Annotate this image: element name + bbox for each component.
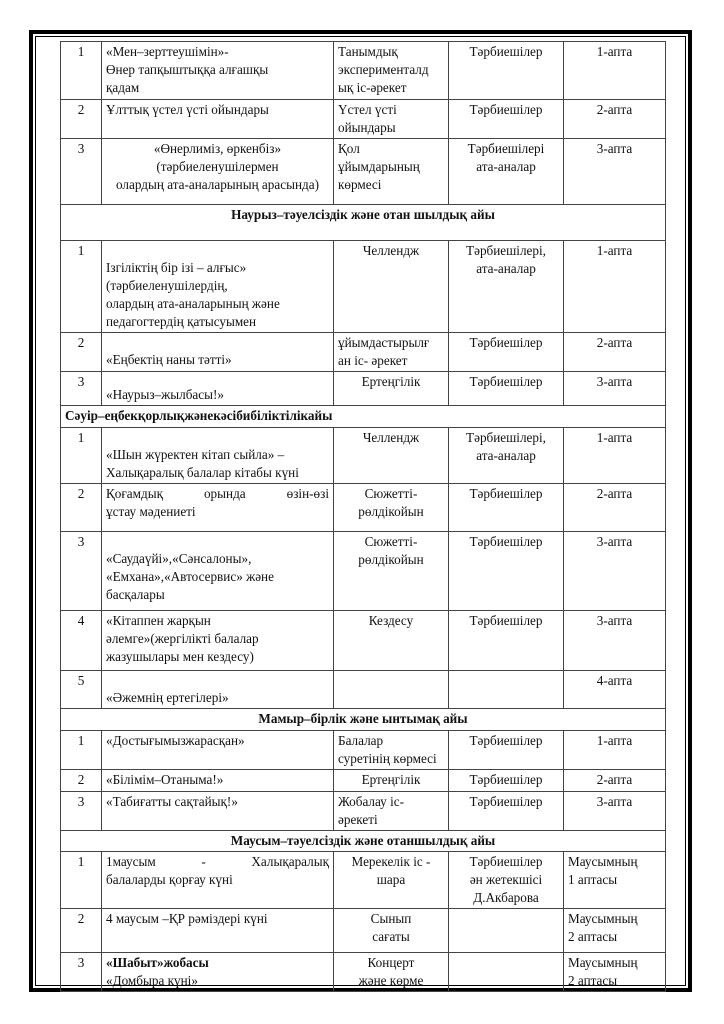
table-row — [61, 484, 666, 532]
form-cell-line: Сюжетті- — [364, 534, 418, 549]
table-row — [61, 42, 666, 100]
timing-cell-line: 3-апта — [596, 141, 633, 156]
event-cell-line: басқалары — [106, 587, 165, 602]
form-cell — [334, 100, 449, 139]
form-cell-line: Жобалау іс- — [338, 794, 404, 809]
form-cell-line: және көрме — [358, 973, 424, 988]
responsible-cell-line: Тәрбиешілер — [469, 794, 543, 809]
row-number: 2 — [61, 100, 102, 139]
form-cell-line: Ертеңгілік — [361, 374, 421, 389]
event-cell-line: «Саудаүйі»,«Сәнсалоны», — [106, 551, 252, 566]
form-cell-line: шара — [376, 872, 406, 887]
table-row — [61, 611, 666, 671]
table-row — [61, 372, 666, 406]
timing-cell-line: 1-апта — [596, 44, 633, 59]
responsible-cell — [449, 241, 564, 333]
form-cell — [334, 241, 449, 333]
row-number: 2 — [61, 770, 102, 792]
timing-cell — [564, 611, 666, 671]
form-cell — [334, 42, 449, 100]
responsible-cell-line: Тәрбиешілер — [469, 613, 543, 628]
timing-cell — [564, 792, 666, 831]
responsible-cell — [449, 139, 564, 205]
table-row — [61, 100, 666, 139]
form-cell-line: эксперименталд — [338, 62, 429, 77]
event-cell-line: «Домбыра күні» — [106, 973, 198, 988]
row-number: 2 — [61, 909, 102, 953]
event-cell — [102, 909, 334, 953]
table-row — [61, 792, 666, 831]
form-cell-line: Сюжетті- — [364, 486, 418, 501]
responsible-cell-line: Д.Акбарова — [473, 890, 539, 905]
event-cell — [102, 770, 334, 792]
row-number: 2 — [61, 484, 102, 532]
event-cell-line: Халықаралық балалар кітабы күні — [106, 465, 299, 480]
responsible-cell — [449, 333, 564, 372]
event-cell — [102, 484, 334, 532]
row-number: 3 — [61, 792, 102, 831]
event-cell-line: «Табиғатты сақтайық!» — [106, 794, 238, 809]
timing-cell-line: 3-апта — [596, 794, 633, 809]
timing-cell-line: 2-апта — [596, 335, 633, 350]
form-cell-line: сағаты — [372, 929, 410, 944]
timing-cell-line: 1-апта — [596, 243, 633, 258]
form-cell-line: Челлендж — [362, 243, 420, 258]
form-cell-line: ұйымдарының — [338, 159, 420, 174]
event-cell-line: «Білімім–Отаныма!» — [106, 772, 224, 787]
form-cell-line: ан іс- әрекет — [338, 353, 408, 368]
section-header-row — [61, 406, 666, 428]
form-cell — [334, 484, 449, 532]
timing-cell-line: Маусымның — [568, 911, 638, 926]
event-cell — [102, 953, 334, 992]
form-cell-line: ұйымдастырылғ — [338, 335, 430, 350]
responsible-cell — [449, 671, 564, 709]
responsible-cell-line: Тәрбиешілер — [469, 335, 543, 350]
form-cell-line: Мерекелік іс - — [351, 854, 431, 869]
event-cell-line: олардың ата-аналарының арасында) — [116, 177, 319, 192]
form-cell — [334, 792, 449, 831]
responsible-cell-line: ата-аналар — [476, 448, 536, 463]
event-cell — [102, 241, 334, 333]
responsible-cell — [449, 428, 564, 484]
form-cell-line: рөлдікойын — [358, 552, 424, 567]
event-cell-line: әлемге»(жергілікті балалар — [106, 631, 259, 646]
event-cell-line: жазушылары мен кездесу) — [106, 649, 254, 664]
form-cell — [334, 532, 449, 611]
responsible-cell-line: Тәрбиешілер — [469, 44, 543, 59]
event-cell-line: «Шын жүректен кітап сыйла» – — [106, 447, 285, 462]
form-cell-line: суретінің көрмесі — [338, 751, 437, 766]
form-cell — [334, 372, 449, 406]
row-number: 4 — [61, 611, 102, 671]
event-cell-line: 1маусым - Халықаралық — [106, 854, 329, 869]
responsible-cell-line: Тәрбиешілер — [469, 102, 543, 117]
row-number: 5 — [61, 671, 102, 709]
responsible-cell-line: Тәрбиешілер — [469, 374, 543, 389]
row-number: 3 — [61, 372, 102, 406]
event-cell-line: (тәрбиеленушілердің, — [106, 278, 228, 293]
event-cell-line: олардың ата-аналарының және — [106, 296, 280, 311]
row-number: 3 — [61, 139, 102, 205]
responsible-cell-line: Тәрбиешілері, — [466, 243, 546, 258]
timing-cell — [564, 484, 666, 532]
event-cell-line: педагогтердің қатысуымен — [106, 314, 257, 329]
table-row — [61, 333, 666, 372]
event-cell — [102, 792, 334, 831]
section-header-row — [61, 709, 666, 731]
timing-cell-line: 3-апта — [596, 534, 633, 549]
event-cell-line: қадам — [106, 80, 140, 95]
section-title: Сәуір–еңбекқорлықжәнекәсібибіліктілікайы — [61, 406, 666, 428]
event-cell-line: Ізгіліктің бір ізі – алғыс» — [106, 260, 247, 275]
event-plan-table — [60, 41, 666, 992]
event-cell — [102, 428, 334, 484]
form-cell-line: рөлдікойын — [358, 504, 424, 519]
timing-cell — [564, 671, 666, 709]
form-cell — [334, 139, 449, 205]
table-row — [61, 428, 666, 484]
table-row — [61, 241, 666, 333]
event-cell-line: ұстау мәдениеті — [106, 504, 196, 519]
timing-cell-line: 2-апта — [596, 486, 633, 501]
responsible-cell-line: Тәрбиешілер — [469, 486, 543, 501]
timing-cell-line: 1-апта — [596, 430, 633, 445]
row-number: 1 — [61, 42, 102, 100]
timing-cell-line: Маусымның — [568, 955, 638, 970]
row-number: 3 — [61, 953, 102, 992]
event-cell-line: Өнер тапқыштыққа алғашқы — [106, 62, 269, 77]
responsible-cell — [449, 532, 564, 611]
event-cell-line: Қоғамдық орында өзін-өзі — [106, 486, 329, 501]
responsible-cell — [449, 731, 564, 770]
event-cell-line: «Еңбектің наны тәтті» — [106, 352, 232, 367]
section-header-row — [61, 831, 666, 852]
responsible-cell — [449, 953, 564, 992]
responsible-cell-line: Тәрбиешілері — [467, 141, 545, 156]
responsible-cell — [449, 909, 564, 953]
event-cell — [102, 139, 334, 205]
timing-cell — [564, 139, 666, 205]
form-cell — [334, 909, 449, 953]
timing-cell — [564, 770, 666, 792]
section-title: Маусым–тәуелсіздік және отаншылдық айы — [61, 831, 666, 852]
form-cell-line: Танымдық — [338, 44, 398, 59]
form-cell — [334, 333, 449, 372]
responsible-cell-line: Тәрбиешілер — [469, 733, 543, 748]
timing-cell — [564, 241, 666, 333]
responsible-cell-line: ата-аналар — [476, 159, 536, 174]
timing-cell — [564, 333, 666, 372]
event-cell-line: Ұлттық үстел үсті ойындары — [106, 102, 269, 117]
responsible-cell-line: ата-аналар — [476, 261, 536, 276]
timing-cell-line: 2 аптасы — [568, 973, 618, 988]
form-cell — [334, 852, 449, 909]
responsible-cell-line: Тәрбиешілер — [469, 854, 543, 869]
form-cell-line: әрекеті — [338, 812, 378, 827]
event-cell — [102, 372, 334, 406]
form-cell-line: Кездесу — [368, 613, 414, 628]
row-number: 1 — [61, 428, 102, 484]
event-cell — [102, 333, 334, 372]
event-cell-line: балаларды қорғау күні — [106, 872, 233, 887]
row-number: 2 — [61, 333, 102, 372]
event-cell-line: «Емхана»,«Автосервис» және — [106, 569, 274, 584]
timing-cell — [564, 731, 666, 770]
responsible-cell-line: Тәрбиешілері, — [466, 430, 546, 445]
timing-cell-line: 2-апта — [596, 102, 633, 117]
responsible-cell — [449, 852, 564, 909]
responsible-cell-line: Тәрбиешілер — [469, 534, 543, 549]
timing-cell — [564, 532, 666, 611]
form-cell-line: Ертеңгілік — [361, 772, 421, 787]
table-row — [61, 909, 666, 953]
table-row — [61, 671, 666, 709]
timing-cell-line: 3-апта — [596, 613, 633, 628]
timing-cell — [564, 428, 666, 484]
event-cell-line: «Әжемнің ертегілері» — [106, 690, 229, 705]
table-row — [61, 770, 666, 792]
section-header-row — [61, 205, 666, 241]
event-cell-line: «Достығымызжарасқан» — [106, 733, 245, 748]
event-cell — [102, 671, 334, 709]
responsible-cell — [449, 100, 564, 139]
table-row — [61, 953, 666, 992]
responsible-cell — [449, 372, 564, 406]
form-cell — [334, 770, 449, 792]
event-cell-line: «Кітаппен жарқын — [106, 613, 211, 628]
event-cell-line: «Мен–зерттеушімін»- — [106, 44, 229, 59]
form-cell-line: ық іс-әрекет — [338, 80, 407, 95]
event-cell-line: «Өнерлиміз, өркенбіз» — [153, 141, 282, 156]
table-row — [61, 139, 666, 205]
timing-cell-line: 4-апта — [596, 673, 633, 688]
event-cell — [102, 42, 334, 100]
timing-cell-line: 3-апта — [596, 374, 633, 389]
event-cell-line: «Наурыз–жылбасы!» — [106, 387, 224, 402]
form-cell-line: Үстел үсті — [338, 102, 397, 117]
table-row — [61, 731, 666, 770]
event-cell — [102, 611, 334, 671]
form-cell-line: Сынып — [370, 911, 412, 926]
timing-cell-line: 2-апта — [596, 772, 633, 787]
event-cell — [102, 731, 334, 770]
responsible-cell — [449, 792, 564, 831]
form-cell — [334, 731, 449, 770]
responsible-cell-line: Тәрбиешілер — [469, 772, 543, 787]
form-cell — [334, 428, 449, 484]
timing-cell — [564, 42, 666, 100]
responsible-cell — [449, 42, 564, 100]
event-cell — [102, 100, 334, 139]
timing-cell-line: 2 аптасы — [568, 929, 618, 944]
responsible-cell-line: ән жетекшісі — [469, 872, 543, 887]
responsible-cell — [449, 770, 564, 792]
table-row — [61, 532, 666, 611]
row-number: 3 — [61, 532, 102, 611]
timing-cell-line: 1 аптасы — [568, 872, 618, 887]
event-cell-line: «Шабыт»жобасы — [106, 955, 209, 970]
form-cell — [334, 953, 449, 992]
event-cell-line: (тәрбиеленушілермен — [156, 159, 279, 174]
event-cell-line: 4 маусым –ҚР рәміздері күні — [106, 911, 268, 926]
form-cell-line: Концерт — [367, 955, 415, 970]
form-cell-line: Челлендж — [362, 430, 420, 445]
event-cell — [102, 532, 334, 611]
responsible-cell — [449, 484, 564, 532]
form-cell — [334, 671, 449, 709]
timing-cell-line: 1-апта — [596, 733, 633, 748]
responsible-cell — [449, 611, 564, 671]
timing-cell — [564, 100, 666, 139]
timing-cell — [564, 852, 666, 909]
form-cell-line: ойындары — [338, 120, 396, 135]
section-title: Мамыр–бірлік және ынтымақ айы — [61, 709, 666, 731]
form-cell — [334, 611, 449, 671]
row-number: 1 — [61, 241, 102, 333]
form-cell-line: көрмесі — [338, 177, 382, 192]
form-cell-line: Қол — [338, 141, 360, 156]
timing-cell — [564, 909, 666, 953]
form-cell-line: Балалар — [338, 733, 384, 748]
timing-cell-line: Маусымның — [568, 854, 638, 869]
row-number: 1 — [61, 852, 102, 909]
event-cell — [102, 852, 334, 909]
section-title: Наурыз–тәуелсіздік және отан шылдық айы — [61, 205, 666, 241]
table-row — [61, 852, 666, 909]
timing-cell — [564, 953, 666, 992]
timing-cell — [564, 372, 666, 406]
row-number: 1 — [61, 731, 102, 770]
